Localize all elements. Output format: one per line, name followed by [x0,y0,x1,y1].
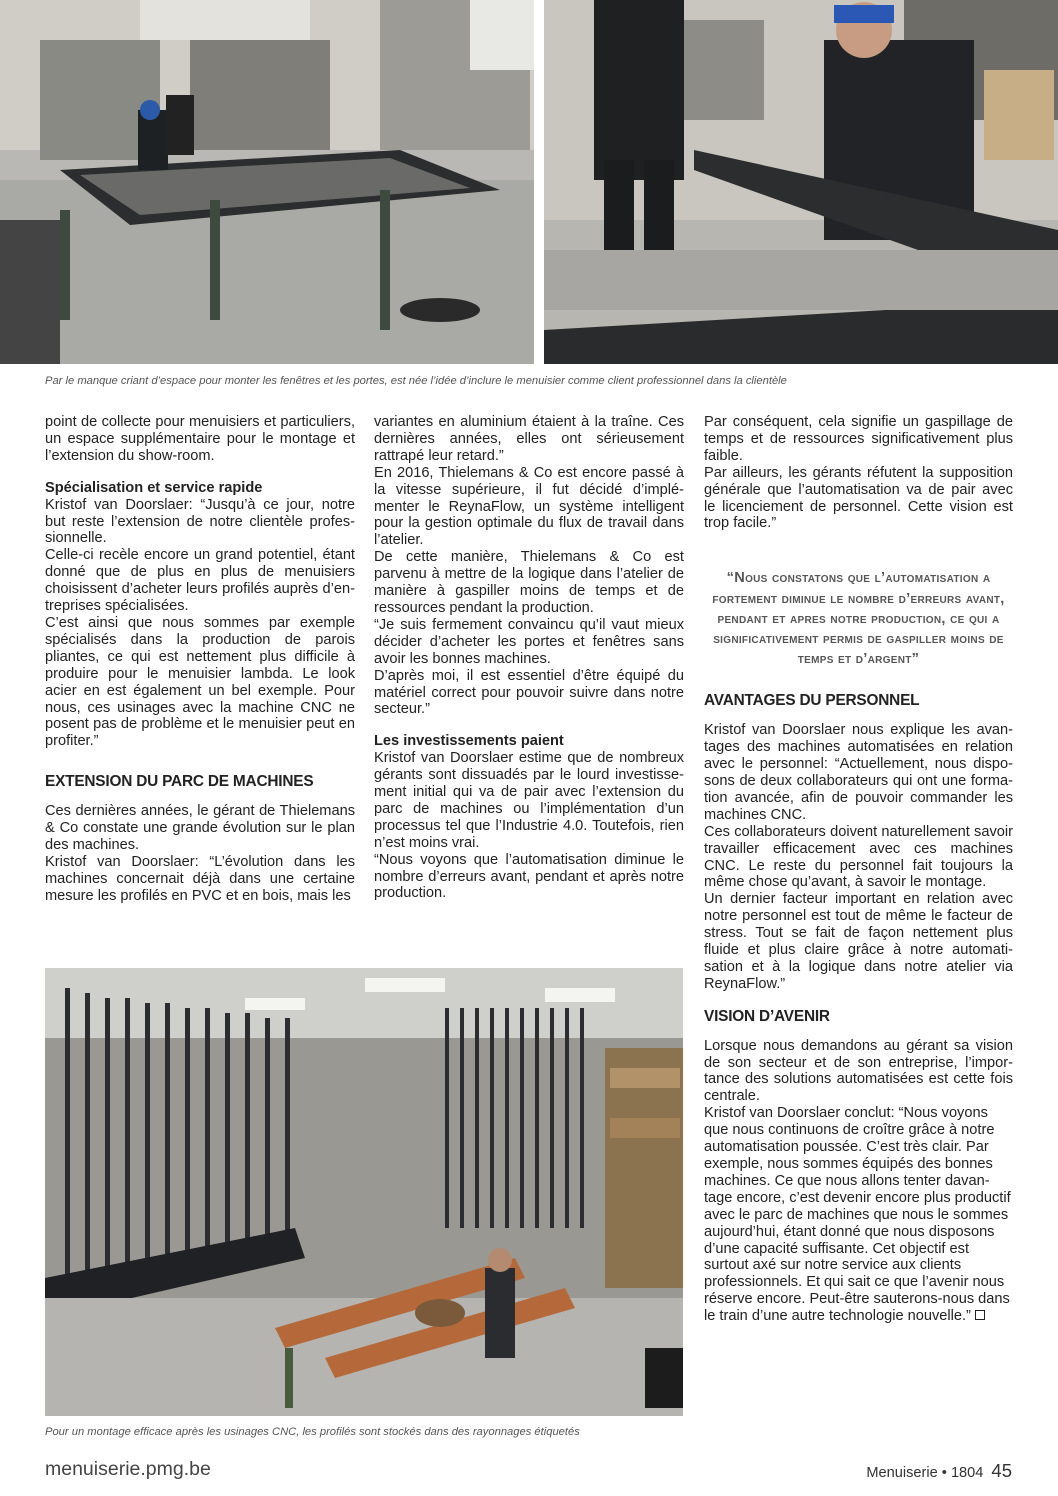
paragraph: Par ailleurs, les gérants réfutent la supposition générale que l’automatisation va de pair avec le licenciement de personnel. Cette vision est trop facile.” [704,464,1013,532]
paragraph: Kristof van Doorslaer: “Jusqu’à ce jour, notre but reste l’extension de notre clientèle professionnelle. [45,496,355,547]
column-1 [45,414,355,905]
paragraph: Un dernier facteur important en relation avec notre personnel est tout de même le facteur de stress. Tout se fait de façon nettement plus fluide et plus claire grâce à notre automatisation et à la logique dans notre atelier via ReynaFlow.” [704,891,1013,992]
subheading-investissements: Les investissements paient [374,733,564,750]
column-3 [704,414,1013,1325]
paragraph: En 2016, Thielemans & Co est encore passé à la vitesse supérieure, il fut décidé d’implémenter le ReynaFlow, un système intelligent pour la gestion optimale du flux de travail dans l’atelier. [374,464,684,549]
section-heading-extension: EXTENSION DU PARC DE MACHINES [45,773,314,791]
photo-storage-racks [45,968,683,1416]
final-text: Kristof van Doorslaer conclut: “Nous voyons que nous continuons de croître grâce à notre automatisation poussée. C’est très clair. Par exemple, nous sommes équipés des bonnes machines. Ce que nous allons tenter davantage encore, c’est devenir encore plus productif avec le parc de machines que nous le sommes aujourd’hui, étant donné que nous disposons d’une capacité suffisante. Cet objectif est surtout axé sur notre service aux clients professionnels. Et qui sait ce que l’avenir nous réserve encore. Peut-être sauterons-nous dans le train d’une autre technologie nouvelle.” [704,1105,1011,1325]
paragraph: Ces collaborateurs doivent naturellement savoir travailler efficacement avec ces machines CNC. Le reste du personnel fait toujours la même chose qu’avant, à savoir le montage. [704,823,1013,891]
section-heading-avantages: AVANTAGES DU PERSONNEL [704,692,920,710]
paragraph: variantes en aluminium étaient à la traîne. Ces dernières années, elles ont sérieusement rattrapé leur retard.” [374,414,684,464]
magazine-issue: Menuiserie • 1804 [866,1465,984,1481]
paragraph: Par conséquent, cela signifie un gaspillage de temps et de ressources significativement plus faible. [704,414,1013,464]
paragraph: “Je suis fermement convaincu qu’il vaut mieux décider d’acheter les portes et fenêtres sans avoir les bonnes machines. [374,616,684,667]
page-number: 45 [991,1460,1012,1481]
photo-workshop-frames [0,0,534,364]
paragraph: C’est ainsi que nous sommes par exemple spécialisés dans la production de parois pliantes, ce qui est nettement plus difficile à produire pour le menuisier lambda. Le look acier en est également un bel exemple. Pour nous, ces usinages avec la machine CNC ne posent pas de problème et le menuisier peut en profiter.” [45,614,355,750]
paragraph: De cette manière, Thielemans & Co est parvenu à mettre de la logique dans l’atelier de manière à gaspiller moins de temps et de ressources pendant la production. [374,549,684,616]
paragraph: point de collecte pour menuisiers et particuliers, un espace supplémentaire pour le montage et l’extension du show-room. [45,414,355,464]
paragraph: Celle-ci recèle encore un grand potentiel, étant donné que de plus en plus de menuisiers choisissent d’acheter leurs profilés auprès d’entreprises spécialisées. [45,547,355,615]
section-heading-vision: VISION D’AVENIR [704,1007,830,1025]
end-mark-icon [975,1310,985,1320]
paragraph: “Nous voyons que l’automatisation diminue le nombre d’erreurs avant, pendant et après notre production. [374,851,684,902]
footer-website: menuiserie.pmg.be [45,1458,211,1480]
paragraph: D’après moi, il est essentiel d’être équipé du matériel correct pour pouvoir suivre dans notre secteur.” [374,667,684,718]
pull-quote: “Nous constatons que l’automatisation a fortement diminue le nombre d’erreurs avant, pendant et apres notre production, ce qui a significativement permis de gaspiller moins de temps et d’argent” [712,570,1005,668]
paragraph: Lorsque nous demandons au gérant sa vision de son secteur et de son entreprise, l’importance des solutions automatisées est cette fois centrale. [704,1037,1013,1105]
caption-top: Par le manque criant d’espace pour monter les fenêtres et les portes, est née l’idée d’inclure le menuisier comme client professionnel dans la clientèle [45,375,787,387]
workshop-frames-illustration [0,0,534,364]
column-2 [374,414,684,902]
photo-worker-profile [544,0,1058,364]
paragraph: Kristof van Doorslaer estime que de nombreux gérants sont dissuadés par le lourd investissement initial qui va de pair avec l’extension du parc de machines ou l’implémentation d’un processus tel que l’Industrie 4.0. Toutefois, rien n’est moins vrai. [374,750,684,851]
worker-profile-illustration [544,0,1058,364]
storage-racks-illustration [45,968,683,1416]
paragraph: Ces dernières années, le gérant de Thielemans & Co constate une grande évolution sur le plan des machines. [45,803,355,853]
paragraph: Kristof van Doorslaer: “L’évolution dans les machines concernait déjà dans une certaine mesure les profilés en PVC et en bois, mais les [45,853,355,904]
paragraph: Kristof van Doorslaer nous explique les avantages des machines automatisées en relation avec le personnel: “Actuellement, nous disposons de deux collaborateurs qui ont une formation avancée, afin de pouvoir commander les machines CNC. [704,722,1013,823]
subheading-specialisation: Spécialisation et service rapide [45,479,263,496]
footer-issue [866,1460,1012,1482]
paragraph-final [704,1105,1013,1325]
caption-bottom: Pour un montage efficace après les usinages CNC, les profilés sont stockés dans des rayonnages étiquetés [45,1426,580,1438]
